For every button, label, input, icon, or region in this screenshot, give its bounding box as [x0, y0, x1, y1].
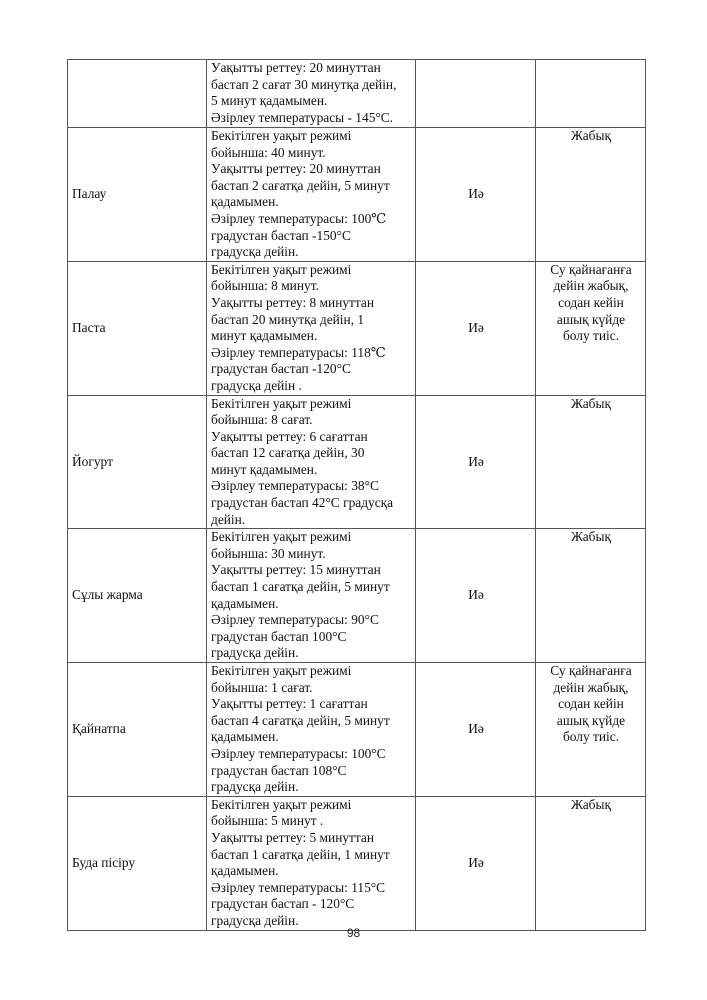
description-line: бойынша: 8 минут. [211, 278, 319, 294]
description-line: градустан бастап - 120°С [211, 896, 355, 912]
mode-name-cell: Паста [68, 261, 207, 395]
availability-cell: Иә [416, 395, 536, 529]
mode-name-cell: Қайнатпа [68, 663, 207, 797]
lid-state-cell [536, 60, 646, 128]
description-line: Әзірлеу температурасы: 100°С [211, 745, 386, 761]
description-line: бастап 2 сағат 30 минутқа дейін, [211, 76, 397, 92]
availability-cell: Иә [416, 663, 536, 797]
description-line: бастап 12 сағатқа дейін, 30 [211, 445, 365, 461]
description-line: градусқа дейін. [211, 912, 299, 928]
description-line: бойынша: 1 сағат. [211, 679, 313, 695]
lid-state-line: ашық күйде [556, 311, 626, 327]
mode-name-cell [68, 60, 207, 128]
description-line: қадамымен. [211, 194, 279, 210]
description-line: бойынша: 8 сағат. [211, 412, 313, 428]
description-line: Уақытты реттеу: 20 минуттан [211, 161, 381, 177]
description-line: Бекітілген уақыт режимі [211, 261, 352, 277]
mode-description-cell [207, 128, 416, 262]
lid-state-line: болу тиіс. [562, 328, 620, 344]
lid-state-line: Жабық [571, 796, 611, 812]
description-line: Әзірлеу температурасы - 145°С. [211, 109, 394, 125]
cooking-modes-table [67, 59, 646, 931]
description-line: Уақытты реттеу: 8 минуттан [211, 294, 375, 310]
description-line: бойынша: 40 минут. [211, 144, 326, 160]
lid-state-line: дейін жабық, [553, 679, 629, 695]
description-line: Әзірлеу температурасы: 118℃ [211, 344, 386, 360]
availability-cell: Иә [416, 796, 536, 930]
availability-cell: Иә [416, 529, 536, 663]
page-number: 98 [346, 926, 361, 940]
mode-description-cell [207, 663, 416, 797]
description-line: бастап 20 минутқа дейін, 1 [211, 311, 365, 327]
description-line: Бекітілген уақыт режимі [211, 128, 352, 143]
description-line: дейін. [211, 511, 246, 527]
description-line: градусқа дейін. [211, 779, 299, 795]
table-row [68, 261, 646, 395]
lid-state-cell [536, 663, 646, 797]
description-line: қадамымен. [211, 863, 279, 879]
description-line: Бекітілген уақыт режимі [211, 529, 352, 545]
description-line: бастап 2 сағатқа дейін, 5 минут [211, 177, 390, 193]
table-row [68, 60, 646, 128]
lid-state-cell [536, 395, 646, 529]
description-line: бастап 1 сағатқа дейін, 5 минут [211, 579, 390, 595]
mode-name-cell: Йогурт [68, 395, 207, 529]
description-line: Әзірлеу температурасы: 90°С [211, 612, 379, 628]
description-line: бойынша: 30 минут. [211, 545, 326, 561]
lid-state-line: болу тиіс. [562, 729, 620, 745]
lid-state-line: содан кейін [558, 696, 624, 712]
table-row [68, 529, 646, 663]
lid-state-cell [536, 529, 646, 663]
lid-state-line: Су қайнағанға [550, 261, 632, 277]
description-line: Уақытты реттеу: 20 минуттан [211, 60, 381, 75]
mode-description-cell [207, 60, 416, 128]
lid-state-line: ашық күйде [556, 712, 626, 728]
description-line: Әзірлеу температурасы: 38°С [211, 478, 379, 494]
lid-state-line: Жабық [571, 395, 611, 411]
description-line: градустан бастап 42°С градусқа [211, 495, 394, 511]
description-line: бастап 4 сағатқа дейін, 5 минут [211, 712, 390, 728]
description-line: Уақытты реттеу: 5 минуттан [211, 829, 375, 845]
description-line: градустан бастап 108°С [211, 762, 347, 778]
table-row [68, 395, 646, 529]
mode-description-cell [207, 261, 416, 395]
description-line: Уақытты реттеу: 1 сағаттан [211, 696, 368, 712]
description-line: градустан бастап -150°С [211, 227, 351, 243]
mode-description-cell [207, 395, 416, 529]
table-row [68, 128, 646, 262]
availability-cell [416, 60, 536, 128]
availability-cell: Иә [416, 261, 536, 395]
description-line: қадамымен. [211, 595, 279, 611]
mode-name-cell: Палау [68, 128, 207, 262]
description-line: бойынша: 5 минут . [211, 813, 324, 829]
table-row [68, 663, 646, 797]
description-line: Әзірлеу температурасы: 100℃ [211, 210, 387, 226]
table-row [68, 796, 646, 930]
description-line: 5 минут қадамымен. [211, 93, 328, 109]
description-line: минут қадамымен. [211, 328, 318, 344]
description-line: Уақытты реттеу: 6 сағаттан [211, 428, 368, 444]
mode-name-cell: Буда пісіру [68, 796, 207, 930]
lid-state-line: содан кейін [558, 294, 624, 310]
description-line: Бекітілген уақыт режимі [211, 796, 352, 812]
lid-state-line: Жабық [571, 529, 611, 545]
mode-description-cell [207, 529, 416, 663]
mode-description-cell [207, 796, 416, 930]
description-line: градустан бастап 100°С [211, 628, 347, 644]
description-line: бастап 1 сағатқа дейін, 1 минут [211, 846, 390, 862]
description-line: градусқа дейін. [211, 645, 299, 661]
lid-state-line: Жабық [571, 128, 611, 143]
description-line: градустан бастап -120°С [211, 361, 351, 377]
description-line: минут қадамымен. [211, 461, 318, 477]
description-line: градусқа дейін. [211, 244, 299, 260]
availability-cell: Иә [416, 128, 536, 262]
lid-state-line: дейін жабық, [553, 278, 629, 294]
lid-state-line: Су қайнағанға [550, 663, 632, 678]
lid-state-cell [536, 261, 646, 395]
lid-state-cell [536, 128, 646, 262]
description-line: Бекітілген уақыт режимі [211, 663, 352, 678]
description-line: градусқа дейін . [211, 377, 302, 393]
description-line: Уақытты реттеу: 15 минуттан [211, 562, 381, 578]
mode-name-cell: Сұлы жарма [68, 529, 207, 663]
description-line: Әзірлеу температурасы: 115°С [211, 879, 386, 895]
lid-state-cell [536, 796, 646, 930]
description-line: Бекітілген уақыт режимі [211, 395, 352, 411]
table-body [68, 60, 646, 931]
description-line: қадамымен. [211, 729, 279, 745]
